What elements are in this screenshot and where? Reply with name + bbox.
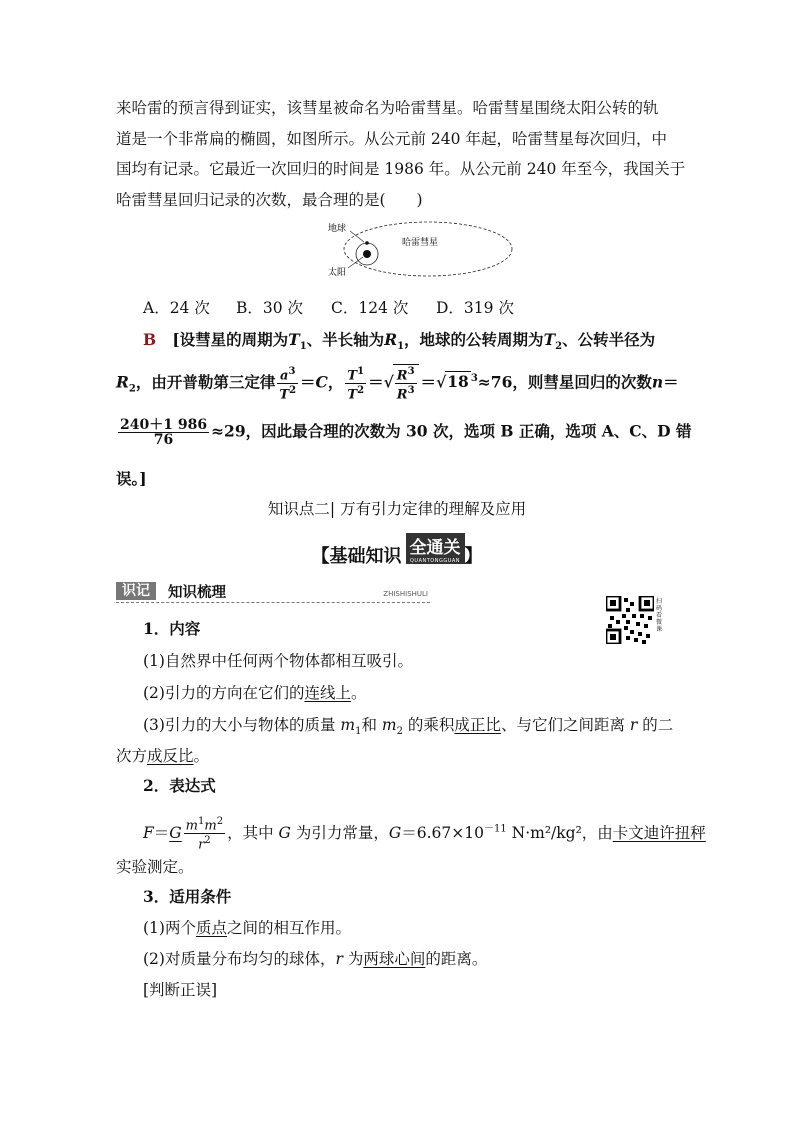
- comet-label: 哈雷彗星: [402, 238, 439, 248]
- content-3-cont: 次方成反比。: [116, 747, 210, 765]
- answer-line-2: $R_2$，由开普勒第三定律 $\frac{a^3}{T^2}$ ＝C， $\frac{T^1}{T^2}$ ＝√ $\frac{R^3}{R^3}$ ＝√18 $^3$≈76，则彗星回归的次数n＝: [116, 365, 679, 403]
- answer-line-1: B [设彗星的周期为$T_1$、半长轴为$R_1$，地球的公转周期为$T_2$、公转半径为: [143, 330, 656, 353]
- expression-cont: 实验测定。: [116, 858, 194, 876]
- option-d: D．319 次: [436, 299, 514, 317]
- sun-label: 太阳: [328, 268, 347, 278]
- section-heading: 知识点二| 万有引力定律的理解及应用: [267, 500, 527, 518]
- content-2: (2)引力的方向在它们的连线上。: [143, 684, 367, 702]
- qr-caption: 扫码看微课: [656, 598, 663, 633]
- answer-line-4: 误。]: [116, 469, 147, 488]
- earth-label: 地球: [328, 224, 347, 234]
- condition-1: (1)两个质点之间的相互作用。: [143, 919, 351, 937]
- option-a: A．24 次: [143, 299, 210, 317]
- heading-conditions: 3．适用条件: [143, 887, 232, 906]
- orbit-diagram: [324, 218, 514, 280]
- gravity-fraction: $\frac{m^1m^2}{r^2}$: [185, 816, 224, 853]
- radius-ratio: $\frac{R^3}{R^3}$: [393, 364, 419, 403]
- heading-content: 1．内容: [143, 619, 201, 638]
- para-line-1: 来哈雷的预言得到证实，该彗星被命名为哈雷彗星。哈雷彗星围绕太阳公转的轨: [116, 99, 659, 117]
- judge-heading: [判断正误]: [143, 981, 218, 999]
- section-title: 知识梳理: [168, 585, 226, 601]
- answer-line-3: $\frac{240+1 986}{76}$ ≈29，因此最合理的次数为 30 次，选项 B 正确，选项 A、C、D 错: [120, 417, 692, 448]
- period-ratio: $\frac{T^1}{T^2}$: [347, 365, 365, 403]
- qr-code-icon[interactable]: [606, 596, 654, 644]
- heading-expression: 2．表达式: [143, 776, 216, 795]
- return-count-fraction: $\frac{240+1 986}{76}$: [120, 417, 208, 448]
- section-bar: [116, 580, 430, 603]
- content-3: (3)引力的大小与物体的质量 $m_1$和 $m_2$ 的乘积成正比、与它们之间距离 r 的二: [143, 716, 674, 738]
- answer-letter: B: [143, 330, 157, 349]
- condition-2: (2)对质量分布均匀的球体，r 为两球心间的距离。: [143, 950, 488, 968]
- para-line-4: 哈雷彗星回归记录的次数，最合理的是( ): [116, 191, 423, 209]
- section-pinyin: ZHISHISHULI: [383, 590, 428, 598]
- option-b: B．30 次: [236, 299, 304, 317]
- content-1: (1)自然界中任何两个物体都相互吸引。: [143, 652, 413, 670]
- para-line-3: 国均有记录。它最近一次回归的时间是 1986 年。从公元前 240 年至今，我国关于: [116, 160, 686, 178]
- kepler-fraction: $\frac{a^3}{T^2}$: [279, 365, 297, 403]
- sun: [363, 250, 371, 258]
- earth: [365, 241, 369, 245]
- para-line-2: 道是一个非常扁的椭圆，如图所示。从公元前 240 年起，哈雷彗星每次回归，中: [116, 130, 667, 148]
- expression-line: F＝G $\frac{m^1m^2}{r^2}$ ，其中 G 为引力常量，$G=6.67\times 10^{-11}$ N·m²/kg²，由卡文迪许扭秤: [143, 816, 706, 853]
- section-label: 识记: [116, 582, 156, 600]
- option-c: C．124 次: [331, 299, 409, 317]
- comet-orbit: [344, 222, 512, 276]
- basic-knowledge-band: 【基础知识 全通关 QUANTONGGUAN 】: [0, 533, 794, 568]
